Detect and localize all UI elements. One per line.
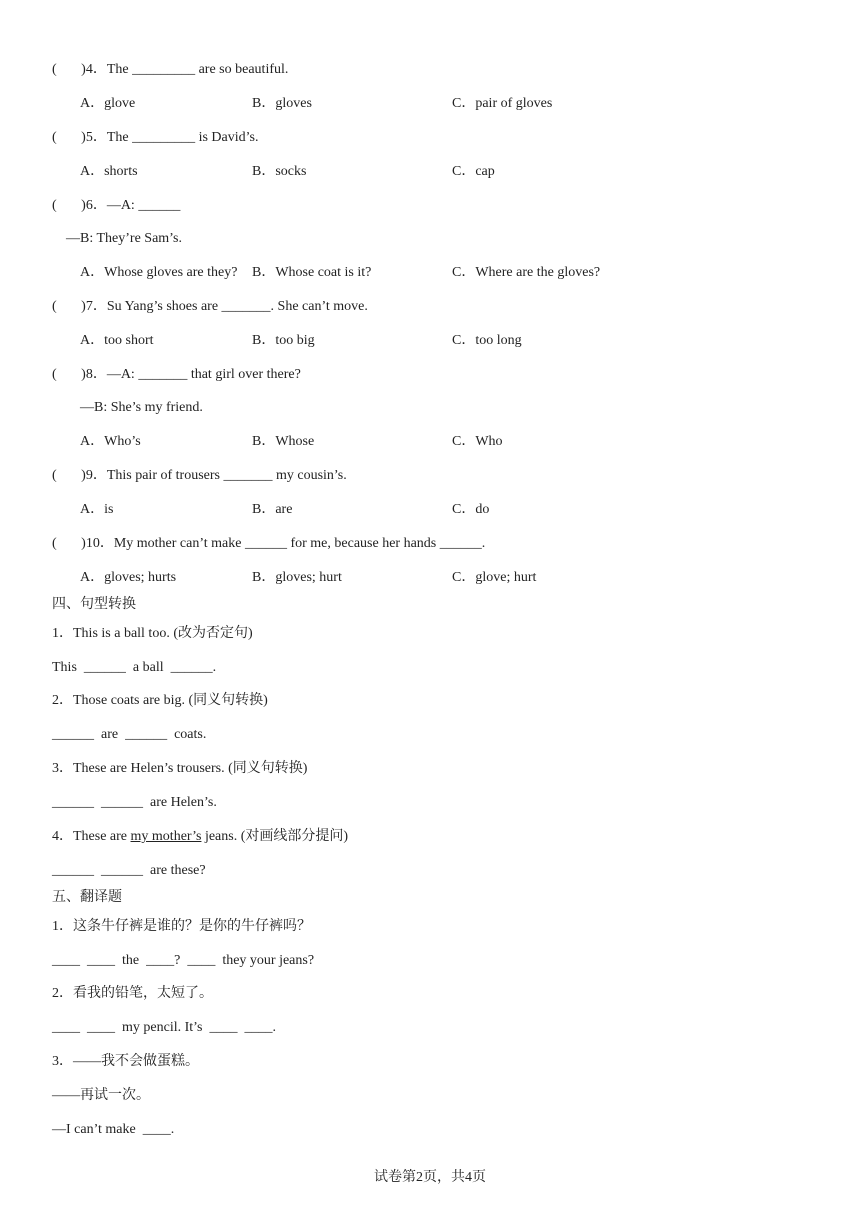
q9-option-b: B．are: [252, 502, 293, 517]
q10-option-b: B．gloves; hurt: [252, 570, 342, 585]
q7-option-a: A．too short: [80, 333, 154, 348]
s4-item-1-question: 1．This is a ball too. (改为否定句): [52, 626, 253, 641]
q8-option-a: A．Who’s: [80, 434, 141, 449]
s4-item-4-question: [52, 828, 348, 846]
question-8-dialogue-b: —B: She’s my friend.: [80, 400, 203, 415]
underlined-phrase: my mother’s: [130, 829, 202, 844]
question-7-stem: ( )7．Su Yang’s shoes are _______. She can’t move.: [52, 299, 368, 314]
q4-option-c: C．pair of gloves: [452, 96, 553, 111]
q8-option-b: B．Whose: [252, 434, 315, 449]
q7-option-b: B．too big: [252, 333, 315, 348]
question-10-stem: ( )10．My mother can’t make ______ for me, because her hands ______.: [52, 536, 486, 551]
s4-item-4-answer-line: ______ ______ are these?: [52, 863, 206, 878]
s4-item-2-question: 2．Those coats are big. (同义句转换): [52, 693, 268, 708]
s5-item-1-answer-line: ____ ____ the ____? ____ they your jeans?: [52, 953, 315, 968]
s4-item-4-question-post: jeans. (对画线部分提问): [201, 829, 349, 844]
q5-option-b: B．socks: [252, 164, 307, 179]
question-6-dialogue-b: —B: They’re Sam’s.: [66, 231, 183, 246]
s4-item-3-answer-line: ______ ______ are Helen’s.: [52, 795, 217, 810]
question-6-stem: ( )6．—A: ______: [52, 198, 181, 213]
q4-option-b: B．gloves: [252, 96, 312, 111]
q10-option-a: A．gloves; hurts: [80, 570, 177, 585]
question-5-stem: ( )5．The _________ is David’s.: [52, 130, 259, 145]
q9-option-a: A．is: [80, 502, 114, 517]
q6-option-b: B．Whose coat is it?: [252, 265, 372, 280]
s5-item-2-answer-line: ____ ____ my pencil. It’s ____ ____.: [52, 1020, 276, 1035]
s5-item-3-question-2: ——再试一次。: [52, 1088, 150, 1103]
q5-option-a: A．shorts: [80, 164, 138, 179]
s4-item-1-answer-line: This ______ a ball ______.: [52, 660, 217, 675]
question-4-stem: ( )4．The _________ are so beautiful.: [52, 62, 289, 77]
q7-option-c: C．too long: [452, 333, 522, 348]
q9-option-c: C．do: [452, 502, 490, 517]
q6-option-a: A．Whose gloves are they?: [80, 265, 238, 280]
question-8-stem: ( )8．—A: _______ that girl over there?: [52, 367, 301, 382]
s5-item-3-question: 3．——我不会做蛋糕。: [52, 1054, 199, 1069]
page-footer: 试卷第2页，共4页: [374, 1170, 486, 1185]
q5-option-c: C．cap: [452, 164, 495, 179]
q4-option-a: A．glove: [80, 96, 136, 111]
section-4-title: 四、句型转换: [52, 597, 136, 612]
s4-item-4-question-pre: 4．These are: [52, 829, 131, 844]
s4-item-2-answer-line: ______ are ______ coats.: [52, 727, 207, 742]
q10-option-c: C．glove; hurt: [452, 570, 537, 585]
s4-item-3-question: 3．These are Helen’s trousers. (同义句转换): [52, 761, 308, 776]
section-5-title: 五、翻译题: [52, 890, 122, 905]
q6-option-c: C．Where are the gloves?: [452, 265, 601, 280]
s5-item-1-question: 1．这条牛仔裤是谁的？是你的牛仔裤吗？: [52, 919, 311, 934]
s5-item-2-question: 2．看我的铅笔，太短了。: [52, 986, 213, 1001]
q8-option-c: C．Who: [452, 434, 503, 449]
question-9-stem: ( )9．This pair of trousers _______ my cousin’s.: [52, 468, 347, 483]
s5-item-3-answer-line: —I can’t make ____.: [52, 1122, 175, 1137]
